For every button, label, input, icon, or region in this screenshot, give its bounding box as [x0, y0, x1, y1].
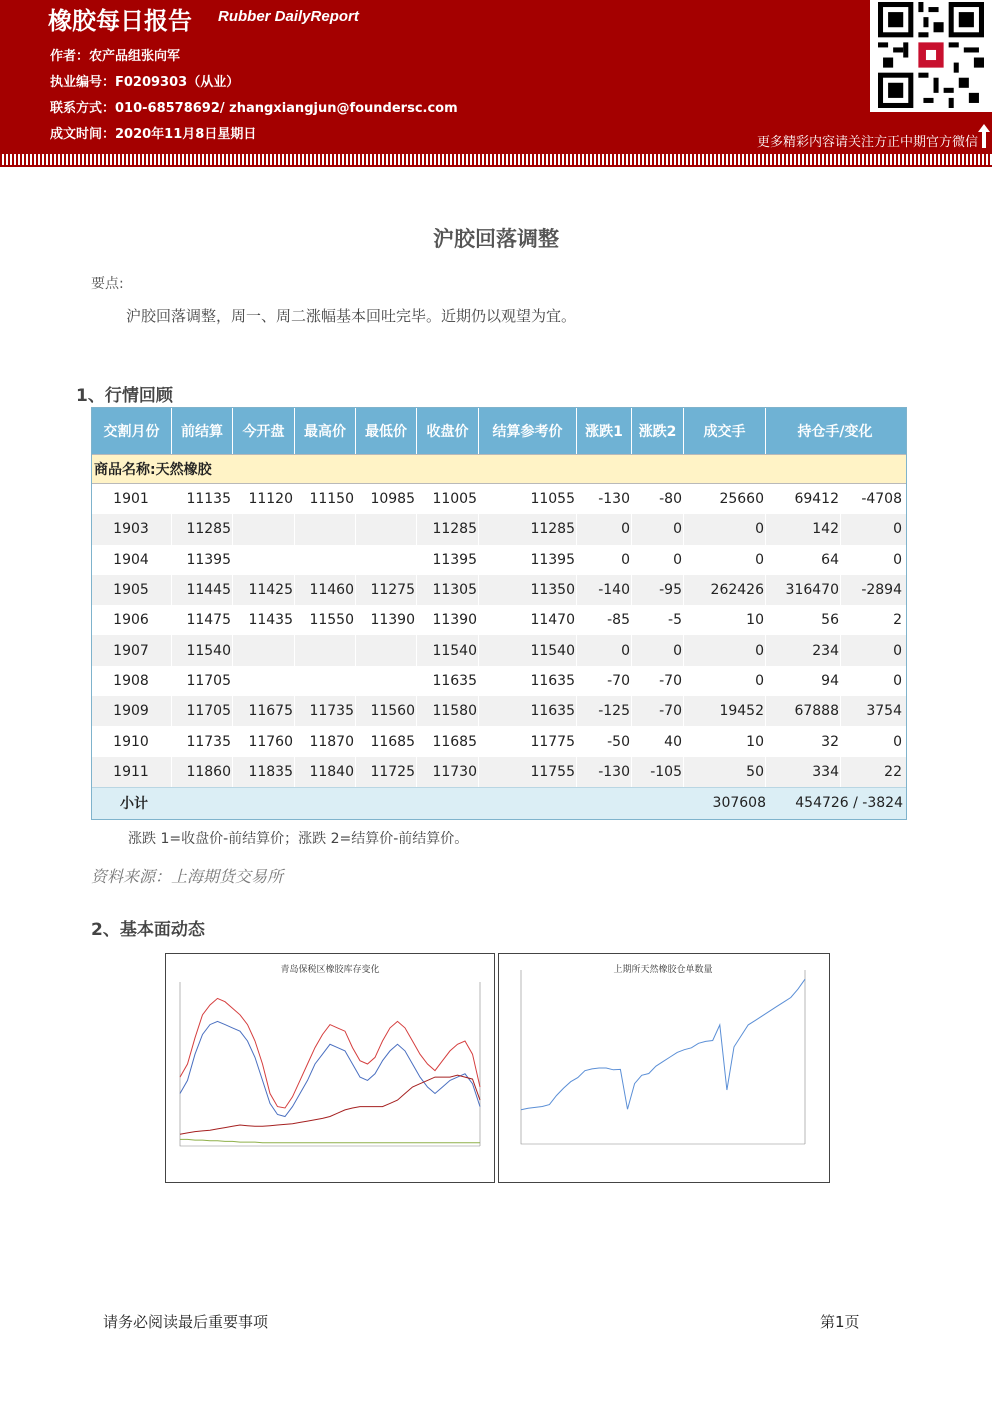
table-cell: 0	[684, 514, 766, 544]
table-cell: 11470	[479, 605, 577, 635]
table-cell: 1904	[92, 545, 172, 575]
table-cell: -50	[577, 726, 632, 756]
table-cell: 11685	[356, 726, 417, 756]
arrow-up-icon	[978, 124, 990, 148]
table-cell: 11675	[233, 696, 295, 726]
report-title: 橡胶每日报告	[48, 7, 192, 35]
table-cell: 11390	[356, 605, 417, 635]
table-cell: 11540	[417, 635, 479, 665]
table-cell: 11635	[417, 666, 479, 696]
table-cell	[295, 514, 356, 544]
table-cell: 11395	[172, 545, 233, 575]
table-cell	[356, 514, 417, 544]
table-row	[92, 726, 906, 756]
table-cell	[295, 635, 356, 665]
table-cell: 11285	[479, 514, 577, 544]
table-cell: 11460	[295, 575, 356, 605]
table-cell: 1910	[92, 726, 172, 756]
table-cell: 0	[632, 635, 684, 665]
table-cell: -70	[632, 696, 684, 726]
points-label: 要点:	[91, 276, 124, 292]
table-cell: 11475	[172, 605, 233, 635]
license-line: 执业编号：F0209303（从业）	[50, 75, 240, 90]
report-header	[0, 0, 992, 154]
table-cell: -80	[632, 484, 684, 514]
table-cell	[233, 635, 295, 665]
wechat-notice: 更多精彩内容请关注方正中期官方微信	[756, 135, 978, 150]
table-cell: 11390	[417, 605, 479, 635]
table-cell: 1909	[92, 696, 172, 726]
table-row	[92, 514, 906, 544]
subtotal-label: 小计	[120, 796, 148, 813]
table-cell: 11120	[233, 484, 295, 514]
table-cell: 10	[684, 726, 766, 756]
table-cell: 316470	[766, 575, 841, 605]
table-cell: 334	[766, 757, 841, 787]
data-source: 资料来源：上海期货交易所	[91, 867, 284, 886]
table-cell: 3754	[866, 703, 902, 720]
header-cell: 持仓手/变化	[797, 424, 873, 440]
table-cell: 1908	[92, 666, 172, 696]
table-cell: 50	[684, 757, 766, 787]
table-cell: 11635	[479, 666, 577, 696]
table-cell: 11350	[479, 575, 577, 605]
subtotal-open-interest: 454726 / -3824	[795, 795, 903, 812]
table-row	[92, 696, 906, 726]
table-cell: -70	[632, 666, 684, 696]
table-cell: 1906	[92, 605, 172, 635]
table-cell: 0	[893, 642, 902, 659]
qr-code-icon	[870, 0, 992, 112]
table-cell: -95	[632, 575, 684, 605]
table-cell: -140	[577, 575, 632, 605]
table-row	[92, 757, 906, 787]
chart-title: 青岛保税区橡胶库存变化	[280, 965, 380, 975]
table-cell: 11305	[417, 575, 479, 605]
table-cell: 67888	[766, 696, 841, 726]
table-cell: 22	[884, 763, 902, 780]
page-title: 沪胶回落调整	[433, 227, 559, 251]
table-cell: 142	[766, 514, 841, 544]
table-cell: 11725	[356, 757, 417, 787]
table-row	[92, 484, 906, 514]
qingdao-inventory-plot	[166, 954, 494, 1182]
table-cell: 0	[684, 666, 766, 696]
chart-title: 上期所天然橡胶仓单数量	[613, 965, 713, 975]
table-cell	[233, 666, 295, 696]
table-cell: 10985	[356, 484, 417, 514]
qingdao-inventory-chart	[165, 953, 495, 1183]
product-name-row: 商品名称:天然橡胶	[92, 454, 906, 484]
table-cell	[295, 666, 356, 696]
header-cell: 交割月份	[92, 408, 172, 454]
header-cell: 前结算	[172, 408, 233, 454]
table-cell: 11580	[417, 696, 479, 726]
table-cell: -85	[577, 605, 632, 635]
table-cell: -4708	[861, 491, 902, 508]
table-cell	[233, 545, 295, 575]
table-cell: 69412	[766, 484, 841, 514]
table-cell: -130	[577, 757, 632, 787]
table-header	[92, 408, 906, 454]
table-cell	[356, 545, 417, 575]
table-cell: 19452	[684, 696, 766, 726]
table-cell: 11760	[233, 726, 295, 756]
table-cell: 11735	[172, 726, 233, 756]
table-cell: 11550	[295, 605, 356, 635]
table-cell: 64	[766, 545, 841, 575]
footer-disclaimer: 请务必阅读最后重要事项	[103, 1313, 269, 1331]
table-cell: 0	[893, 733, 902, 750]
table-cell: 0	[577, 545, 632, 575]
table-row	[92, 635, 906, 665]
header-cell: 收盘价	[417, 408, 479, 454]
header-cell: 成交手	[684, 408, 766, 454]
table-cell: -5	[632, 605, 684, 635]
table-row	[92, 545, 906, 575]
table-cell: 40	[632, 726, 684, 756]
table-cell: 11150	[295, 484, 356, 514]
header-cell: 今开盘	[233, 408, 295, 454]
header-cell: 最低价	[356, 408, 417, 454]
table-cell: 1905	[92, 575, 172, 605]
table-cell: 56	[766, 605, 841, 635]
page-number: 第1页	[820, 1313, 860, 1331]
table-cell: 25660	[684, 484, 766, 514]
table-cell: 234	[766, 635, 841, 665]
table-cell: 11005	[417, 484, 479, 514]
table-row	[92, 605, 906, 635]
table-cell: 1901	[92, 484, 172, 514]
header-rule	[0, 165, 992, 167]
subtotal-volume: 307608	[712, 795, 766, 812]
table-cell: 11705	[172, 696, 233, 726]
table-cell: 0	[684, 545, 766, 575]
table-cell: 2	[893, 612, 902, 629]
table-cell: 32	[766, 726, 841, 756]
table-cell: 11860	[172, 757, 233, 787]
table-cell: -105	[632, 757, 684, 787]
table-cell	[356, 635, 417, 665]
header-cell: 涨跌2	[632, 408, 684, 454]
table-cell: 262426	[684, 575, 766, 605]
table-cell: 1907	[92, 635, 172, 665]
change-definition-note: 涨跌 1=收盘价-前结算价；涨跌 2=结算价-前结算价。	[128, 831, 469, 847]
contact-line: 联系方式：010-68578692/ zhangxiangjun@foundersc.com	[50, 101, 458, 116]
table-cell: 0	[577, 514, 632, 544]
table-cell: 0	[632, 514, 684, 544]
summary-text: 沪胶回落调整，周一、周二涨幅基本回吐完毕。近期仍以观望为宜。	[126, 307, 577, 325]
table-cell: 11275	[356, 575, 417, 605]
table-cell: -125	[577, 696, 632, 726]
subtotal-row	[92, 787, 906, 819]
table-cell	[233, 514, 295, 544]
table-cell: 11840	[295, 757, 356, 787]
table-cell: 0	[893, 551, 902, 568]
table-cell: -2894	[861, 582, 902, 599]
table-cell: 11055	[479, 484, 577, 514]
table-cell: 10	[684, 605, 766, 635]
shfe-warrant-chart	[498, 953, 830, 1183]
table-cell: 0	[632, 545, 684, 575]
table-row	[92, 666, 906, 696]
table-cell: 11705	[172, 666, 233, 696]
section-fundamentals: 2、基本面动态	[91, 920, 205, 940]
table-cell: 11395	[479, 545, 577, 575]
chart-background	[166, 954, 494, 1182]
table-cell: 94	[766, 666, 841, 696]
report-title-en: Rubber DailyReport	[218, 8, 359, 25]
table-cell: 11395	[417, 545, 479, 575]
table-cell: -130	[577, 484, 632, 514]
table-cell: 11735	[295, 696, 356, 726]
shfe-warrant-plot	[499, 954, 829, 1182]
table-cell: 11425	[233, 575, 295, 605]
section-market-review: 1、行情回顾	[76, 386, 173, 406]
table-cell: 11540	[172, 635, 233, 665]
table-cell: 11135	[172, 484, 233, 514]
table-cell: 11445	[172, 575, 233, 605]
table-cell: 11540	[479, 635, 577, 665]
table-cell: 11435	[233, 605, 295, 635]
table-cell: 0	[893, 672, 902, 689]
table-body	[92, 484, 906, 787]
table-row	[92, 575, 906, 605]
table-cell: 0	[893, 521, 902, 538]
table-cell: 0	[684, 635, 766, 665]
table-cell: -70	[577, 666, 632, 696]
table-cell: 11835	[233, 757, 295, 787]
header-cell: 结算参考价	[479, 408, 577, 454]
chart-background	[499, 954, 829, 1182]
table-cell: 11285	[172, 514, 233, 544]
table-cell: 11285	[417, 514, 479, 544]
market-table	[91, 407, 907, 820]
table-cell: 0	[577, 635, 632, 665]
table-cell: 11560	[356, 696, 417, 726]
table-cell: 11870	[295, 726, 356, 756]
header-cell: 最高价	[295, 408, 356, 454]
table-cell: 11775	[479, 726, 577, 756]
table-cell: 11685	[417, 726, 479, 756]
table-cell	[356, 666, 417, 696]
table-cell: 1911	[92, 757, 172, 787]
date-line: 成文时间：2020年11月8日星期日	[50, 127, 257, 142]
table-cell: 11730	[417, 757, 479, 787]
table-cell: 11755	[479, 757, 577, 787]
table-cell: 1903	[92, 514, 172, 544]
table-cell	[295, 545, 356, 575]
table-cell: 11635	[479, 696, 577, 726]
author-line: 作者：农产品组张向军	[50, 49, 181, 64]
header-cell: 涨跌1	[577, 408, 632, 454]
